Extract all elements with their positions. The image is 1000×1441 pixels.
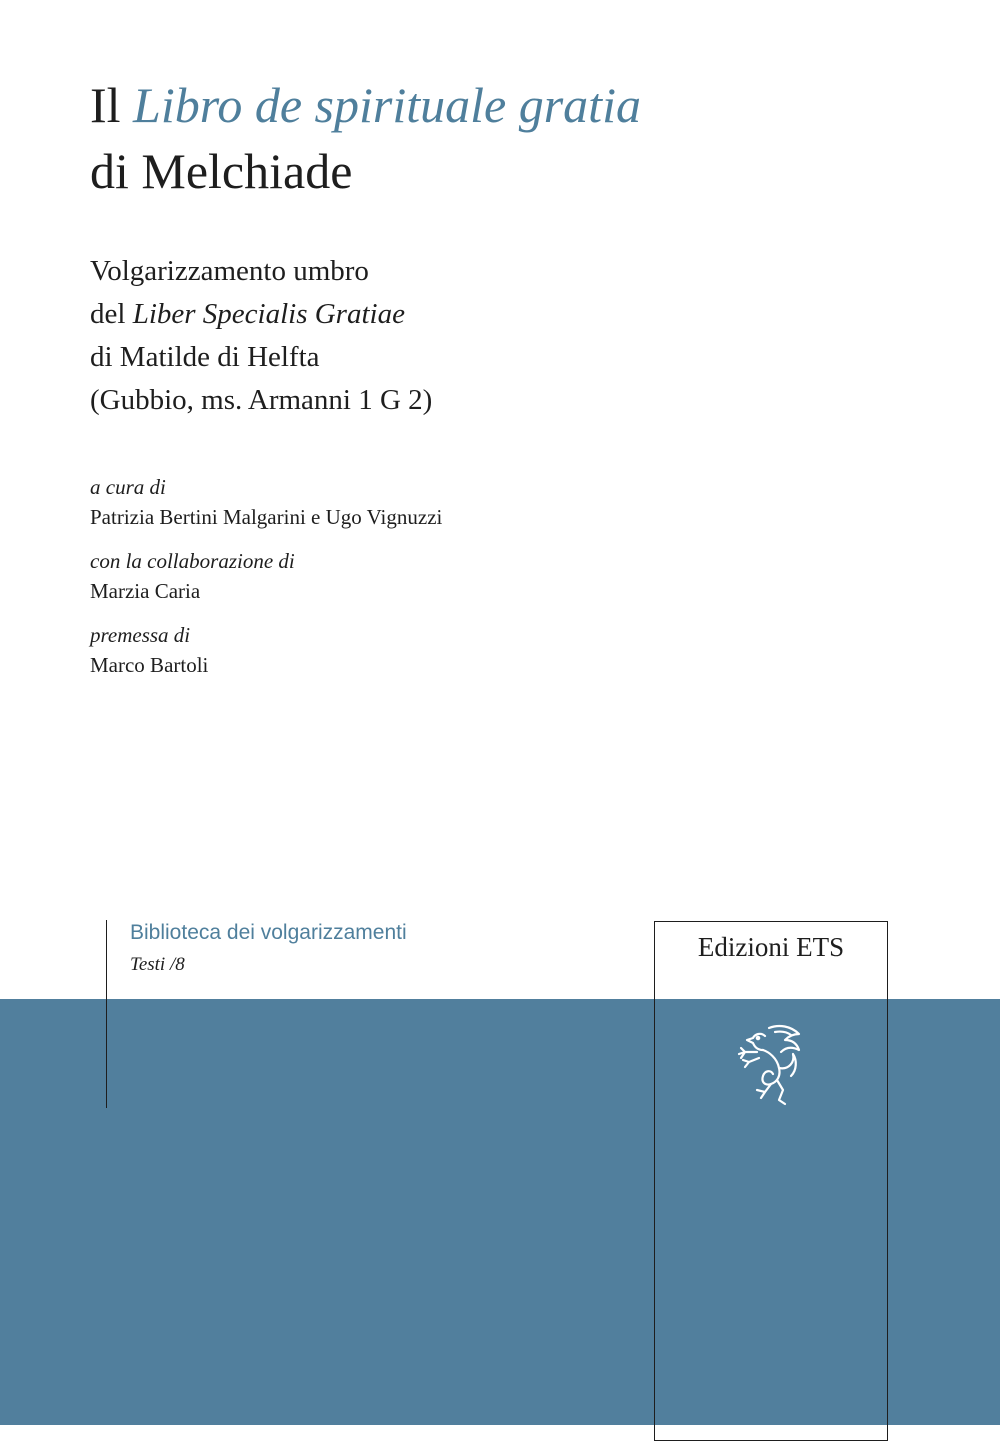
credit-editors	[90, 472, 442, 532]
subtitle	[90, 250, 432, 422]
subtitle-line-2	[90, 293, 432, 336]
title-line-1	[90, 72, 641, 138]
credit-collaboration	[90, 546, 442, 606]
credit-role: con la collaborazione di	[90, 549, 295, 573]
title-line-2: di Melchiade	[90, 143, 353, 199]
credits	[90, 472, 442, 694]
credit-name: Marzia Caria	[90, 579, 201, 603]
title-prefix: Il	[90, 77, 121, 133]
subtitle-line-2-prefix: del	[90, 298, 126, 330]
subtitle-line-1: Volgarizzamento umbro	[90, 255, 369, 287]
title-italic: Libro de spirituale gratia	[133, 77, 641, 133]
credit-name: Marco Bartoli	[90, 653, 209, 677]
credit-foreword	[90, 620, 442, 680]
book-title	[90, 72, 641, 204]
series-rule	[106, 920, 107, 1108]
credit-name: Patrizia Bertini Malgarini e Ugo Vignuzzi	[90, 505, 443, 529]
subtitle-line-2-italic: Liber Specialis Gratiae	[132, 298, 405, 330]
credit-role: premessa di	[90, 623, 191, 647]
series-name: Biblioteca dei volgarizzamenti	[130, 921, 407, 944]
series-block	[130, 918, 407, 980]
credit-role: a cura di	[90, 475, 166, 499]
publisher-box	[654, 921, 888, 1441]
griffin-icon	[735, 1022, 805, 1107]
subtitle-line-4: (Gubbio, ms. Armanni 1 G 2)	[90, 384, 433, 416]
series-number: Testi /8	[130, 954, 185, 975]
publisher-name: Edizioni ETS	[697, 932, 845, 962]
subtitle-line-3: di Matilde di Helfta	[90, 341, 320, 373]
